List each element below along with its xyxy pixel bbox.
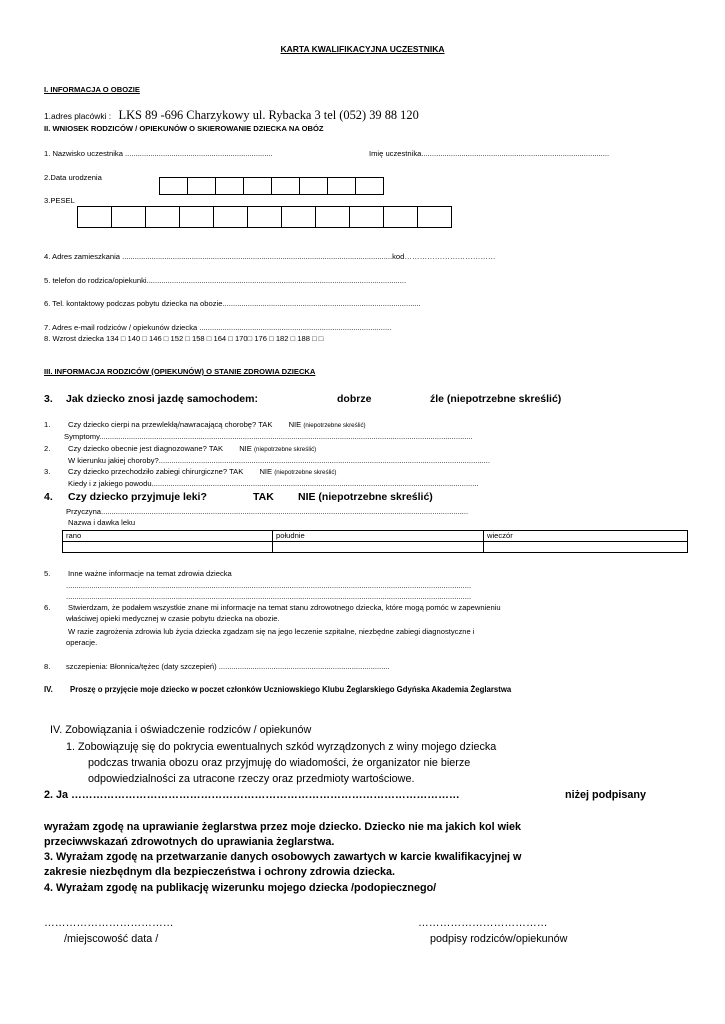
section-3-heading: III. INFORMACJA RODZICÓW (OPIEKUNÓW) O STANIE ZDROWIA DZIECKA bbox=[44, 367, 316, 376]
declaration-line-1: Stwierdzam, że podałem wszystkie znane mi informacje na temat stanu zdrowotnego dziecka, które mogą pomóc w zapewnieniu bbox=[68, 603, 501, 612]
consent-2-name-field[interactable]: 2. Ja ……………………………………………………………………………………………… bbox=[44, 789, 460, 801]
vaccination-field[interactable]: szczepienia: Błonnica/tężec (daty szczepień) ................................................................................. bbox=[66, 662, 390, 671]
section-1-heading: I. INFORMACJA O OBOZIE bbox=[44, 85, 140, 94]
obligation-1-line-2: podczas trwania obozu oraz przyjmuję do wiadomości, że organizator nie bierze bbox=[88, 757, 471, 769]
q2-number: 2. bbox=[44, 444, 51, 453]
pesel-box[interactable] bbox=[179, 206, 214, 228]
place-date-field[interactable]: ……………………………… bbox=[44, 917, 174, 929]
signature-field[interactable]: ……………………………… bbox=[418, 917, 548, 929]
q3b-number: 3. bbox=[44, 467, 51, 476]
consent-3-line-2: zakresie niezbędnym dla bezpieczeństwa i ochrony zdrowia dziecka. bbox=[44, 866, 396, 878]
consent-3-line-1: 3. Wyrażam zgodę na przetwarzanie danych osobowych zawartych w karcie kwalifikacyjnej w bbox=[44, 851, 522, 863]
symptoms-field[interactable]: Symptomy................................................................................................................................................................................. bbox=[64, 432, 473, 441]
birthdate-box[interactable] bbox=[159, 177, 188, 195]
height-checkbox[interactable]: □ bbox=[120, 334, 128, 343]
q6-number: 6. bbox=[44, 603, 51, 612]
birthdate-box[interactable] bbox=[215, 177, 244, 195]
height-checkbox[interactable]: □ bbox=[247, 334, 255, 343]
surgery-field[interactable]: Kiedy i z jakiego powodu........................................................................................................................................................... bbox=[68, 479, 479, 488]
pesel-box[interactable] bbox=[247, 206, 282, 228]
height-checkbox[interactable]: □ bbox=[309, 334, 319, 343]
height-row bbox=[44, 334, 323, 343]
height-option: 182 bbox=[275, 334, 289, 343]
surname-field[interactable]: 1. Nazwisko uczestnika ...................................................................... bbox=[44, 149, 273, 158]
birthdate-box[interactable] bbox=[243, 177, 272, 195]
obligation-1-line-1: 1. Zobowiązuję się do pokrycia ewentualnych szkód wyrządzonych z winy mojego dziecka bbox=[66, 741, 497, 753]
pesel-box[interactable] bbox=[349, 206, 384, 228]
q1-text: Czy dziecko cierpi na przewlekłą/nawracającą chorobę? TAK bbox=[68, 420, 273, 429]
height-checkbox[interactable]: □ bbox=[288, 334, 298, 343]
consent-2-signed: niżej podpisany bbox=[565, 789, 646, 801]
q2-text: Czy dziecko obecnie jest diagnozowane? TAK bbox=[68, 444, 224, 453]
pesel-box[interactable] bbox=[145, 206, 180, 228]
table-row bbox=[63, 542, 688, 553]
car-sickness-number: 3. bbox=[44, 393, 53, 405]
height-checkbox[interactable]: □ bbox=[204, 334, 214, 343]
height-option: 164 bbox=[213, 334, 227, 343]
health-info-line-1[interactable]: ................................................................................................................................................................................................ bbox=[66, 581, 472, 590]
height-checkbox[interactable]: □ bbox=[267, 334, 276, 343]
signature-label: podpisy rodziców/opiekunów bbox=[430, 933, 568, 945]
obligation-1-line-3: odpowiedzialności za utracone rzeczy oraz przedmioty wartościowe. bbox=[88, 773, 415, 785]
pesel-box[interactable] bbox=[213, 206, 248, 228]
height-option: 170 bbox=[234, 334, 248, 343]
pesel-label: 3.PESEL bbox=[44, 196, 75, 205]
section-4-heading: IV. Zobowiązania i oświadczenie rodziców / opiekunów bbox=[50, 724, 312, 736]
birthdate-label: 2.Data urodzenia bbox=[44, 173, 102, 182]
pesel-box[interactable] bbox=[111, 206, 146, 228]
height-label: 8. Wzrost dziecka 134 bbox=[44, 334, 119, 343]
health-info-line-2[interactable]: ................................................................................................................................................................................................ bbox=[66, 592, 472, 601]
table-header-evening: wieczór bbox=[484, 531, 688, 542]
pesel-box[interactable] bbox=[417, 206, 452, 228]
height-checkbox[interactable]: □ bbox=[318, 334, 324, 343]
q1-hint: (niepotrzebne skreślić) bbox=[303, 422, 366, 429]
address-value: LKS 89 -696 Charzykowy ul. Rybacka 3 tel (052) 39 88 120 bbox=[118, 108, 419, 122]
home-address-field[interactable]: 4. Adres zamieszkania ................................................................................................................................kod……………………………… bbox=[44, 252, 496, 261]
height-checkbox[interactable]: □ bbox=[140, 334, 150, 343]
table-header-noon: południe bbox=[273, 531, 484, 542]
table-cell-morning[interactable] bbox=[63, 542, 273, 553]
height-checkbox[interactable]: □ bbox=[183, 334, 192, 343]
table-cell-evening[interactable] bbox=[484, 542, 688, 553]
declaration-line-4: operacje. bbox=[66, 638, 98, 647]
pesel-box[interactable] bbox=[383, 206, 418, 228]
birthdate-box[interactable] bbox=[187, 177, 216, 195]
address-line bbox=[44, 106, 419, 124]
height-checkbox[interactable]: □ bbox=[161, 334, 171, 343]
height-option: 158 bbox=[191, 334, 205, 343]
table-header-morning: rano bbox=[63, 531, 273, 542]
height-option: 176 bbox=[254, 334, 267, 343]
table-row bbox=[63, 531, 688, 542]
q2-question bbox=[68, 444, 316, 453]
birthdate-box[interactable] bbox=[355, 177, 384, 195]
q2-hint: (niepotrzebne skreślić) bbox=[253, 446, 317, 453]
q5-number: 5. bbox=[44, 569, 51, 578]
q1-no[interactable]: NIE bbox=[288, 420, 302, 429]
q4-no[interactable]: NIE (niepotrzebne skreślić) bbox=[298, 491, 433, 503]
q1-number: 1. bbox=[44, 420, 51, 429]
consent-2-line-3: przeciwwskazań zdrowotnych do uprawiania żeglarstwa. bbox=[44, 836, 335, 848]
q4-number: 4. bbox=[44, 491, 53, 503]
table-cell-noon[interactable] bbox=[273, 542, 484, 553]
car-sickness-question: Jak dziecko znosi jazdę samochodem: bbox=[66, 393, 258, 405]
pesel-boxes[interactable] bbox=[78, 206, 452, 228]
q3b-no[interactable]: NIE bbox=[259, 467, 273, 476]
pesel-box[interactable] bbox=[281, 206, 316, 228]
q4-yes[interactable]: TAK bbox=[253, 491, 274, 503]
birthdate-boxes[interactable] bbox=[160, 177, 384, 195]
firstname-field[interactable]: Imię uczestnika......................................................................................... bbox=[369, 149, 610, 158]
q5-question: Inne ważne informacje na temat zdrowia dziecka bbox=[68, 569, 232, 578]
birthdate-box[interactable] bbox=[327, 177, 356, 195]
diagnosis-field[interactable]: W kierunku jakiej choroby?............................................................................................................................................................. bbox=[68, 456, 490, 465]
membership-number: IV. bbox=[44, 685, 53, 694]
height-option: 146 bbox=[149, 334, 162, 343]
address-label: 1.adres placówki : bbox=[44, 111, 112, 121]
pesel-box[interactable] bbox=[77, 206, 112, 228]
email-field[interactable]: 7. Adres e-mail rodziców / opiekunów dziecka ........................................................................................... bbox=[44, 323, 392, 332]
declaration-line-2: właściwej opieki medycznej w czasie pobytu dziecka na obozie. bbox=[66, 614, 280, 623]
height-option: 188 bbox=[297, 334, 310, 343]
q8-number: 8. bbox=[44, 662, 51, 671]
membership-request: Proszę o przyjęcie moje dziecko w poczet członków Uczniowskiego Klubu Żeglarskiego Gdyńska Akademia Żeglarstwa bbox=[70, 685, 512, 694]
declaration-line-3: W razie zagrożenia zdrowia lub życia dziecka zgadzam się na jego leczenie szpitalne, niezbędne zabiegi diagnostyczne i bbox=[68, 627, 475, 636]
height-option: 152 bbox=[170, 334, 184, 343]
height-option: 140 bbox=[127, 334, 141, 343]
q3b-question bbox=[68, 467, 336, 476]
medication-dose-label: Nazwa i dawka leku bbox=[68, 518, 136, 527]
q1-question bbox=[68, 420, 366, 429]
height-checkbox[interactable]: □ bbox=[226, 334, 235, 343]
parent-phone-field[interactable]: 5. telefon do rodzica/opiekunki........................................................................................................................... bbox=[44, 276, 407, 285]
section-2-heading: II. WNIOSEK RODZICÓW / OPIEKUNÓW O SKIEROWANIE DZIECKA NA OBÓZ bbox=[44, 124, 324, 133]
place-date-label: /miejscowość data / bbox=[64, 933, 159, 945]
q4-question: Czy dziecko przyjmuje leki? bbox=[68, 491, 207, 503]
consent-4: 4. Wyrażam zgodę na publikację wizerunku mojego dziecka /podopiecznego/ bbox=[44, 882, 437, 894]
camp-phone-field[interactable]: 6. Tel. kontaktowy podczas pobytu dziecka na obozie.............................................................................................. bbox=[44, 299, 421, 308]
q3b-text: Czy dziecko przechodziło zabiegi chirurgiczne? TAK bbox=[68, 467, 244, 476]
q3b-hint: (niepotrzebne skreślić) bbox=[274, 469, 337, 476]
q2-no[interactable]: NIE bbox=[239, 444, 252, 453]
medication-table bbox=[62, 530, 688, 553]
birthdate-box[interactable] bbox=[299, 177, 328, 195]
consent-2-line-2: wyrażam zgodę na uprawianie żeglarstwa przez moje dziecko. Dziecko nie ma jakich kol wiek bbox=[44, 821, 522, 833]
pesel-box[interactable] bbox=[315, 206, 350, 228]
birthdate-box[interactable] bbox=[271, 177, 300, 195]
car-sickness-bad[interactable]: źle (niepotrzebne skreślić) bbox=[430, 393, 562, 405]
form-title: KARTA KWALIFIKACYJNA UCZESTNIKA bbox=[280, 44, 445, 54]
car-sickness-good[interactable]: dobrze bbox=[337, 393, 372, 405]
medication-reason-field[interactable]: Przyczyna.............................................................................................................................................................................. bbox=[66, 507, 469, 516]
